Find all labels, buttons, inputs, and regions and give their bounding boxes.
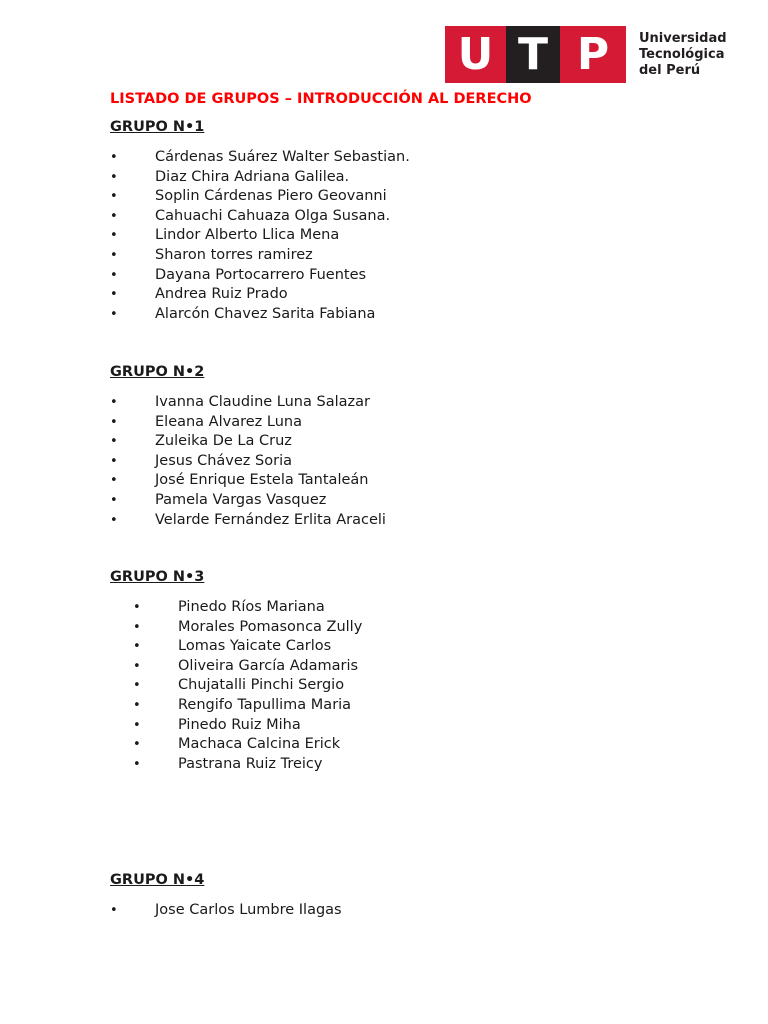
bullet: • bbox=[133, 639, 141, 655]
member-name: Rengifo Tapullima Maria bbox=[178, 696, 352, 713]
bullet: • bbox=[110, 414, 118, 430]
member-name: Ivanna Claudine Luna Salazar bbox=[155, 394, 370, 410]
list-item bbox=[110, 305, 410, 325]
member-name: Morales Pomasonca Zully bbox=[178, 618, 363, 635]
bullet: • bbox=[110, 492, 118, 508]
bullet: • bbox=[110, 169, 118, 185]
list-item bbox=[110, 598, 362, 618]
member-name: Oliveira García Adamaris bbox=[178, 657, 359, 674]
list-item bbox=[110, 755, 362, 775]
list-item bbox=[110, 266, 410, 286]
group-3-heading: GRUPO N•3 bbox=[110, 569, 205, 585]
member-name: Pastrana Ruiz Treicy bbox=[178, 755, 323, 772]
bullet: • bbox=[110, 287, 118, 303]
logo-text-line: Tecnológica bbox=[639, 46, 725, 62]
list-item bbox=[110, 471, 386, 491]
member-name: Lindor Alberto Llica Mena bbox=[155, 227, 340, 244]
bullet: • bbox=[110, 395, 118, 410]
list-item bbox=[110, 148, 410, 168]
list-item bbox=[110, 246, 410, 266]
group-1-heading: GRUPO N•1 bbox=[110, 119, 205, 135]
list-item bbox=[110, 901, 342, 921]
bullet: • bbox=[110, 903, 118, 918]
bullet: • bbox=[110, 228, 118, 244]
bullet: • bbox=[110, 267, 118, 283]
bullet: • bbox=[110, 453, 118, 469]
member-name: Andrea Ruiz Prado bbox=[155, 286, 288, 303]
bullet: • bbox=[110, 247, 118, 263]
group-3-list bbox=[110, 598, 362, 774]
bullet: • bbox=[110, 189, 118, 205]
bullet: • bbox=[133, 717, 141, 733]
bullet: • bbox=[110, 150, 118, 165]
group-4-heading: GRUPO N•4 bbox=[110, 872, 205, 888]
list-item bbox=[110, 511, 386, 531]
list-item bbox=[110, 618, 362, 638]
member-name: Pamela Vargas Vasquez bbox=[155, 491, 327, 508]
member-name: Sharon torres ramirez bbox=[155, 246, 313, 263]
bullet: • bbox=[110, 208, 118, 224]
bullet: • bbox=[133, 697, 141, 713]
bullet: • bbox=[110, 473, 118, 489]
group-4-list bbox=[110, 901, 342, 921]
list-item bbox=[110, 432, 386, 452]
member-name: Alarcón Chavez Sarita Fabiana bbox=[155, 305, 376, 322]
group-2-list bbox=[110, 393, 386, 530]
bullet: • bbox=[110, 306, 118, 322]
list-item bbox=[110, 413, 386, 433]
logo-wordmark bbox=[639, 31, 727, 79]
utp-logo-mark bbox=[445, 26, 626, 83]
logo-text-line: Universidad bbox=[639, 30, 727, 46]
member-name: Pinedo Ríos Mariana bbox=[178, 599, 325, 615]
list-item bbox=[110, 187, 410, 207]
group-2-heading: GRUPO N•2 bbox=[110, 364, 205, 380]
list-item bbox=[110, 491, 386, 511]
list-item bbox=[110, 393, 386, 413]
bullet: • bbox=[133, 600, 141, 615]
logo-letter-u: U bbox=[445, 26, 506, 83]
list-item bbox=[110, 168, 410, 188]
member-name: Chujatalli Pinchi Sergio bbox=[178, 677, 345, 694]
logo-text-line: del Perú bbox=[639, 62, 701, 78]
list-item bbox=[110, 207, 410, 227]
list-item bbox=[110, 676, 362, 696]
list-item bbox=[110, 735, 362, 755]
member-name: José Enrique Estela Tantaleán bbox=[155, 472, 369, 489]
member-name: Jesus Chávez Soria bbox=[155, 452, 292, 469]
member-name: Velarde Fernández Erlita Araceli bbox=[155, 511, 386, 528]
member-name: Diaz Chira Adriana Galilea. bbox=[155, 168, 350, 185]
member-name: Lomas Yaicate Carlos bbox=[178, 638, 332, 655]
bullet: • bbox=[133, 737, 141, 753]
utp-logo bbox=[445, 26, 727, 83]
member-name: Cahuachi Cahuaza Olga Susana. bbox=[155, 207, 391, 224]
list-item bbox=[110, 452, 386, 472]
logo-letter-p: P bbox=[560, 26, 626, 83]
member-name: Soplin Cárdenas Piero Geovanni bbox=[155, 188, 387, 205]
list-item bbox=[110, 657, 362, 677]
bullet: • bbox=[133, 619, 141, 635]
bullet: • bbox=[110, 512, 118, 528]
group-1-list bbox=[110, 148, 410, 324]
member-name: Zuleika De La Cruz bbox=[155, 433, 292, 450]
bullet: • bbox=[133, 658, 141, 674]
document-title: LISTADO DE GRUPOS – INTRODUCCIÓN AL DERECHO bbox=[110, 91, 532, 107]
member-name: Machaca Calcina Erick bbox=[178, 736, 341, 753]
list-item bbox=[110, 285, 410, 305]
list-item bbox=[110, 696, 362, 716]
list-item bbox=[110, 226, 410, 246]
member-name: Eleana Alvarez Luna bbox=[155, 413, 302, 430]
member-name: Jose Carlos Lumbre Ilagas bbox=[155, 902, 342, 918]
member-name: Dayana Portocarrero Fuentes bbox=[155, 266, 367, 283]
logo-letter-t: T bbox=[506, 26, 560, 83]
list-item bbox=[110, 637, 362, 657]
member-name: Cárdenas Suárez Walter Sebastian. bbox=[155, 149, 410, 165]
bullet: • bbox=[133, 678, 141, 694]
bullet: • bbox=[133, 756, 141, 772]
bullet: • bbox=[110, 434, 118, 450]
member-name: Pinedo Ruiz Miha bbox=[178, 716, 301, 733]
list-item bbox=[110, 716, 362, 736]
